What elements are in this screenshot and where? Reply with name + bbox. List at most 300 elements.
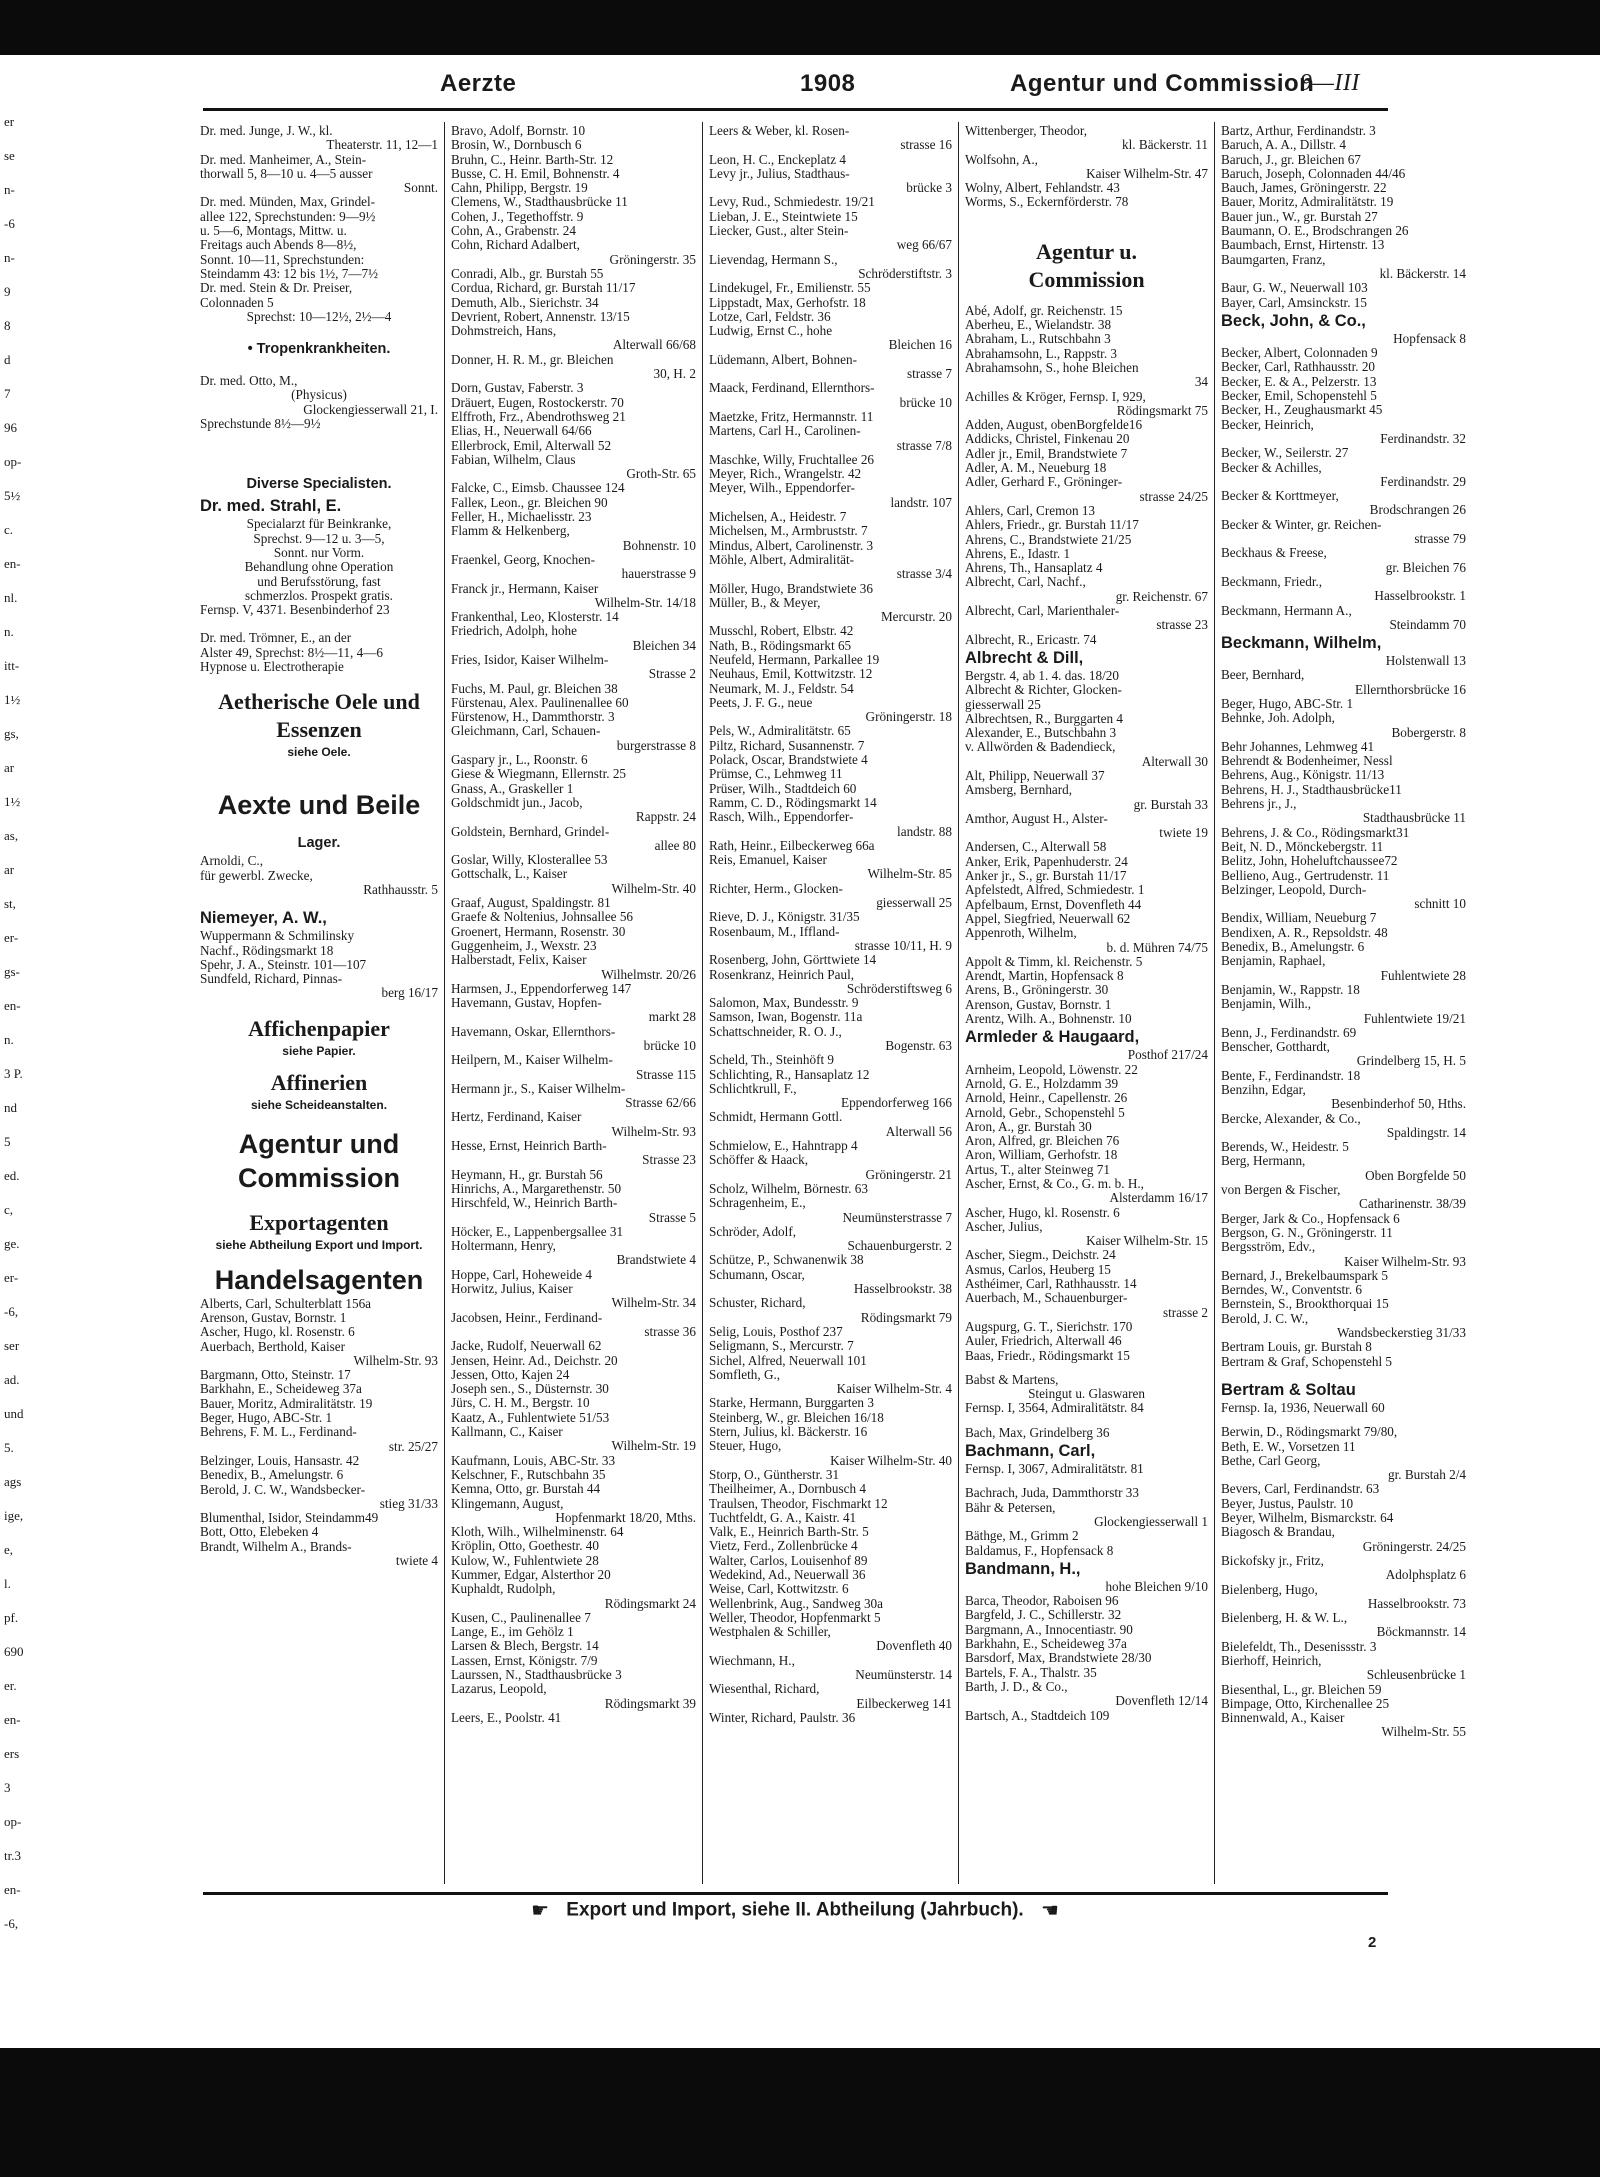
directory-entry: Bellieno, Aug., Gertrudenstr. 11 — [1221, 868, 1390, 883]
spacer — [965, 210, 1208, 224]
directory-entry: Giese & Wiegmann, Ellernstr. 25 — [451, 767, 627, 782]
margin-fragment: er- — [4, 930, 19, 945]
directory-entry: Höcker, E., Lappenbergsallee 31 — [451, 1224, 624, 1239]
margin-fragment: as, — [4, 828, 19, 843]
cross-reference: siehe Abtheilung Export und Import. — [215, 1237, 423, 1252]
entry-continuation: Hopfenmarkt 18/20, Mths. — [555, 1510, 696, 1525]
margin-fragment: und — [4, 1406, 24, 1421]
entry-continuation: Bobergerstr. 8 — [1391, 725, 1466, 740]
directory-entry: Wiechmann, H., — [709, 1653, 795, 1668]
directory-entry: Apfelstedt, Alfred, Schmiedestr. 1 — [965, 883, 1145, 898]
entry-continuation: Eilbeckerweg 141 — [856, 1696, 952, 1711]
directory-entry: Anker, Erik, Papenhuderstr. 24 — [965, 854, 1128, 869]
directory-entry: Bauer, Moritz, Admiralitätstr. 19 — [1221, 195, 1394, 210]
entry-note: Sprechst: 10—12½, 2½—4 — [246, 309, 392, 324]
entry-continuation: Strasse 115 — [636, 1067, 696, 1082]
directory-entry: Bergstr. 4, ab 1. 4. das. 18/20 — [965, 668, 1119, 683]
directory-entry: Gnass, A., Graskeller 1 — [451, 781, 574, 796]
directory-entry: Becker, Albert, Colonnaden 9 — [1221, 346, 1378, 361]
directory-entry: Bendixen, A. R., Repsoldstr. 48 — [1221, 925, 1388, 940]
directory-entry: für gewerbl. Zwecke, — [200, 868, 313, 883]
directory-entry: Goldstein, Bernhard, Grindel- — [451, 824, 610, 839]
directory-entry: Abé, Adolf, gr. Reichenstr. 15 — [965, 303, 1123, 318]
directory-entry: Arnold, Heinr., Capellenstr. 26 — [965, 1091, 1128, 1106]
entry-note: Sonnt. nur Vorm. — [273, 545, 365, 560]
directory-entry: Scheld, Th., Steinhöft 9 — [709, 1053, 835, 1068]
spacer — [200, 897, 438, 907]
directory-entry: Berger, Jark & Co., Hopfensack 6 — [1221, 1211, 1400, 1226]
section-heading: Exportagenten — [249, 1209, 389, 1235]
previous-page-edge — [0, 55, 40, 2048]
directory-entry: Spehr, J. A., Steinstr. 101—107 — [200, 957, 367, 972]
directory-entry: Havemann, Gustav, Hopfen- — [451, 996, 602, 1011]
directory-entry: Adden, August, obenBorgfelde16 — [965, 418, 1143, 433]
directory-entry: Behrens, Aug., Königstr. 11/13 — [1221, 768, 1385, 783]
directory-entry: Walter, Carlos, Louisenhof 89 — [709, 1553, 868, 1568]
directory-entry: Brosin, W., Dornbusch 6 — [451, 138, 582, 153]
margin-fragment: -6 — [4, 216, 15, 231]
entry-continuation: b. d. Mühren 74/75 — [1106, 940, 1208, 955]
margin-fragment: -6, — [4, 1304, 19, 1319]
directory-entry: Kaufmann, Louis, ABC-Str. 33 — [451, 1453, 616, 1468]
spacer — [200, 617, 438, 631]
directory-entry: Arnoldi, C., — [200, 854, 264, 869]
entry-continuation: Wilhelm-Str. 93 — [611, 1124, 696, 1139]
entry-continuation: Rödingsmarkt 79 — [860, 1310, 952, 1325]
directory-entry: Fraenkel, Georg, Knochen- — [451, 552, 596, 567]
entry-continuation: Gröningerstr. 24/25 — [1362, 1539, 1466, 1554]
entry-continuation: Strasse 2 — [648, 667, 696, 682]
directory-entry: Fürstenau, Alex. Paulinenallee 60 — [451, 695, 629, 710]
directory-entry: giesserwall 25 — [965, 697, 1041, 712]
entry-continuation: Alterwall 66/68 — [612, 338, 696, 353]
directory-entry: Lindekugel, Fr., Emilienstr. 55 — [709, 281, 871, 296]
entry-continuation: brücke 10 — [643, 1039, 696, 1053]
directory-entry: Binnenwald, A., Kaiser — [1221, 1711, 1345, 1726]
directory-entry: Behrens, J. & Co., Rödingsmarkt31 — [1221, 825, 1410, 840]
entry-note: Specialarzt für Beinkranke, — [246, 517, 392, 532]
entry-continuation: brücke 10 — [899, 395, 952, 410]
section-heading: Commission — [237, 1162, 401, 1193]
margin-fragment: 8 — [4, 318, 11, 333]
directory-entry: Arenson, Gustav, Bornstr. 1 — [965, 997, 1112, 1012]
directory-entry: Heilpern, M., Kaiser Wilhelm- — [451, 1053, 613, 1068]
directory-entry: Worms, S., Eckernförderstr. 78 — [965, 195, 1129, 210]
directory-entry: Ascher, Ernst, & Co., G. m. b. H., — [965, 1177, 1144, 1191]
entry-continuation: Schröderstiftsweg 6 — [846, 981, 952, 996]
directory-entry: Baruch, Joseph, Colonnaden 44/46 — [1221, 166, 1406, 181]
entry-continuation: Ferdinandstr. 32 — [1380, 431, 1466, 446]
directory-entry: Fernsp. V, 4371. Besenbinderhof 23 — [200, 603, 390, 618]
entry-continuation: strasse 7/8 — [896, 438, 952, 453]
directory-entry: Beyer, Justus, Paulstr. 10 — [1221, 1496, 1354, 1511]
directory-entry: Clemens, W., Stadthausbrücke 11 — [451, 195, 628, 210]
directory-entry: Bargmann, Otto, Steinstr. 17 — [200, 1368, 351, 1383]
directory-entry: Bachrach, Juda, Dammthorstr 33 — [965, 1486, 1139, 1501]
spacer — [1221, 1415, 1466, 1425]
directory-entry: Valk, E., Heinrich Barth-Str. 5 — [709, 1525, 869, 1540]
entry-continuation: str. 25/27 — [388, 1439, 438, 1454]
directory-entry: Colonnaden 5 — [200, 295, 274, 310]
directory-entry: Donner, H. R. M., gr. Bleichen — [451, 352, 614, 367]
directory-entry: Bertram Louis, gr. Burstah 8 — [1221, 1340, 1372, 1355]
section-heading: Essenzen — [276, 717, 362, 743]
directory-entry: Ahlers, Friedr., gr. Burstah 11/17 — [965, 518, 1139, 533]
directory-entry: Auerbach, M., Schauenburger- — [965, 1291, 1128, 1306]
directory-entry: Kaatz, A., Fuhlentwiete 51/53 — [451, 1410, 610, 1425]
entry-continuation: Ellernthorsbrücke 16 — [1355, 682, 1466, 697]
entry-continuation: schnitt 10 — [1414, 897, 1466, 912]
directory-entry: Becker, Heinrich, — [1221, 417, 1314, 432]
entry-continuation: Bohnenstr. 10 — [622, 538, 696, 553]
entry-continuation: Wandsbeckerstieg 31/33 — [1337, 1326, 1466, 1341]
margin-fragment: 7 — [4, 386, 11, 401]
directory-entry: Freitags auch Abends 8—8½, — [200, 238, 357, 253]
directory-entry: Anker jr., S., gr. Burstah 11/17 — [965, 869, 1127, 884]
margin-fragment: 3 P. — [4, 1066, 23, 1081]
margin-fragment: ers — [4, 1746, 20, 1761]
bold-firm-entry: Bertram & Soltau — [1221, 1380, 1356, 1399]
directory-entry: Bielenberg, Hugo, — [1221, 1582, 1318, 1597]
directory-entry: Bach, Max, Grindelberg 36 — [965, 1425, 1110, 1440]
directory-entry: Beckmann, Friedr., — [1221, 574, 1323, 589]
margin-fragment: d — [4, 352, 11, 367]
spacer — [200, 1113, 438, 1127]
directory-entry: Traulsen, Theodor, Fischmarkt 12 — [709, 1496, 888, 1511]
directory-entry: Aron, A., gr. Burstah 30 — [965, 1119, 1092, 1134]
entry-continuation: Bleichen 16 — [888, 338, 952, 353]
directory-entry: Rieve, D. J., Königstr. 31/35 — [709, 910, 860, 925]
entry-continuation: Holstenwall 13 — [1385, 654, 1466, 669]
margin-fragment: c. — [4, 522, 14, 537]
column-2 — [451, 124, 696, 1889]
directory-entry: Schlichtkrull, F., — [709, 1081, 797, 1096]
section-heading: Commission — [1028, 266, 1145, 292]
directory-entry: Halberstadt, Felix, Kaiser — [451, 953, 587, 968]
directory-entry: Abrahamsohn, S., hohe Bleichen — [965, 360, 1139, 375]
directory-entry: Müller, B., & Meyer, — [709, 595, 821, 610]
directory-entry: Weller, Theodor, Hopfenmarkt 5 — [709, 1610, 881, 1625]
section-heading: Handelsagenten — [214, 1264, 424, 1295]
entry-continuation: Glockengiesserwall 1 — [1094, 1514, 1208, 1529]
directory-entry: Liecker, Gust., alter Stein- — [709, 224, 849, 239]
entry-continuation: landstr. 107 — [890, 495, 952, 510]
margin-fragment: en- — [4, 1712, 21, 1727]
margin-fragment: itt- — [4, 658, 20, 673]
directory-entry: Bendix, William, Neueburg 7 — [1221, 911, 1377, 926]
margin-fragment: er- — [4, 1270, 19, 1285]
directory-entry: Michelsen, M., Armbruststr. 7 — [709, 524, 868, 539]
directory-entry: Belzinger, Leopold, Durch- — [1221, 882, 1367, 897]
column-5 — [1221, 124, 1466, 1889]
directory-entry: Arnold, G. E., Holzdamm 39 — [965, 1076, 1119, 1091]
section-heading: Agentur und — [238, 1128, 400, 1159]
directory-entry: Dr. med. Otto, M., — [200, 374, 298, 389]
directory-entry: Wuppermann & Schmilinsky — [200, 929, 355, 944]
directory-entry: Rosenbaum, M., Iffland- — [709, 924, 840, 939]
entry-continuation: strasse 7 — [906, 367, 952, 382]
directory-entry: Meyer, Rich., Wrangelstr. 42 — [709, 467, 862, 482]
entry-note: schmerzlos. Prospekt gratis. — [245, 588, 393, 603]
directory-entry: Alberts, Carl, Schulterblatt 156a — [200, 1296, 372, 1311]
section-heading: Aexte und Beile — [217, 790, 421, 821]
entry-continuation: stieg 31/33 — [379, 1496, 438, 1511]
header-section-left: Aerzte — [440, 70, 517, 97]
directory-entry: Dr. med. Münden, Max, Grindel- — [200, 195, 376, 210]
bold-firm-entry: Beckmann, Wilhelm, — [1221, 634, 1382, 653]
entry-continuation: Wilhelm-Str. 93 — [353, 1353, 438, 1368]
directory-entry: Gaspary jr., L., Roonstr. 6 — [451, 753, 588, 768]
directory-entry: Augspurg, G. T., Sierichstr. 170 — [965, 1319, 1133, 1334]
directory-entry: Belitz, John, Hoheluftchaussee72 — [1221, 854, 1398, 869]
directory-entry: Starke, Hermann, Burggarten 3 — [709, 1396, 874, 1411]
margin-fragment: n. — [4, 1032, 14, 1047]
bold-firm-entry: Niemeyer, A. W., — [200, 909, 327, 928]
entry-continuation: Neumünsterstrasse 7 — [842, 1210, 952, 1225]
margin-fragment: ar — [4, 862, 15, 877]
directory-entry: Sprechstunde 8½—9½ — [200, 417, 321, 432]
directory-entry: Reis, Emanuel, Kaiser — [709, 853, 827, 868]
directory-entry: Leon, H. C., Enckeplatz 4 — [709, 152, 846, 167]
entry-continuation: Stadthausbrücke 11 — [1362, 811, 1466, 826]
directory-entry: Vietz, Ferd., Zollenbrücke 4 — [709, 1539, 858, 1554]
directory-entry: Albrecht, Carl, Marienthaler- — [965, 604, 1120, 619]
directory-entry: Storp, O., Güntherstr. 31 — [709, 1467, 840, 1482]
entry-continuation: Catharinenstr. 38/39 — [1359, 1197, 1466, 1212]
entry-continuation: Fuhlentwiete 19/21 — [1363, 1011, 1466, 1026]
margin-fragment: n. — [4, 624, 14, 639]
directory-entry: Bercke, Alexander, & Co., — [1221, 1111, 1361, 1126]
entry-continuation: Alsterdamm 16/17 — [1109, 1191, 1208, 1206]
directory-entry: Auerbach, Berthold, Kaiser — [200, 1339, 346, 1354]
spacer — [200, 1001, 438, 1015]
directory-entry: Somfleth, G., — [709, 1367, 781, 1382]
directory-entry: Behrens jr., J., — [1221, 797, 1297, 812]
directory-entry: Michelsen, A., Heidestr. 7 — [709, 510, 847, 525]
entry-continuation: Schröderstiftstr. 3 — [858, 266, 952, 281]
bold-firm-entry: Dr. med. Strahl, E. — [200, 497, 342, 516]
entry-note: Steingut u. Glaswaren — [1028, 1387, 1145, 1402]
directory-entry: Arenson, Gustav, Bornstr. 1 — [200, 1310, 347, 1325]
directory-entry: Beit, N. D., Mönckebergstr. 11 — [1221, 839, 1384, 854]
margin-fragment: ser — [4, 1338, 20, 1353]
directory-entry: Behrens, H. J., Stadthausbrücke11 — [1221, 782, 1402, 797]
directory-entry: v. Allwörden & Badendieck, — [965, 740, 1116, 755]
directory-entry: Pels, W., Admiralitätstr. 65 — [709, 724, 851, 739]
entry-continuation: Bogenstr. 63 — [885, 1039, 952, 1053]
directory-entry: Cohn, A., Grabenstr. 24 — [451, 224, 576, 239]
directory-entry: Rosenkranz, Heinrich Paul, — [709, 967, 855, 982]
directory-entry: Arnheim, Leopold, Löwenstr. 22 — [965, 1062, 1138, 1077]
directory-entry: Blumenthal, Isidor, Steindamm49 — [200, 1511, 379, 1526]
directory-entry: Biagosch & Brandau, — [1221, 1525, 1335, 1540]
directory-entry: Auler, Friedrich, Alterwall 46 — [965, 1334, 1122, 1349]
page-footer — [200, 1898, 1390, 1928]
directory-entry: Behrendt & Bodenheimer, Nessl — [1221, 754, 1393, 769]
margin-fragment: en- — [4, 556, 21, 571]
pointing-hand-right-icon: ☛ — [531, 1900, 549, 1922]
margin-fragment: 1½ — [4, 692, 21, 707]
directory-entry: Richter, Herm., Glocken- — [709, 881, 843, 896]
directory-entry: Belzinger, Louis, Hansastr. 42 — [200, 1453, 360, 1468]
directory-entry: Dr. med. Trömner, E., an der — [200, 631, 352, 646]
directory-entry: Lievendag, Hermann S., — [709, 252, 838, 267]
entry-continuation: 34 — [1194, 375, 1208, 390]
entry-continuation: Oben Borgfelde 50 — [1365, 1168, 1466, 1183]
directory-entry: Neufeld, Hermann, Parkallee 19 — [709, 652, 880, 667]
directory-entry: Asmus, Carlos, Heuberg 15 — [965, 1262, 1111, 1277]
entry-continuation: Fuhlentwiete 28 — [1380, 968, 1466, 983]
directory-entry: Bartsch, A., Stadtdeich 109 — [965, 1708, 1110, 1723]
directory-entry: Benn, J., Ferdinandstr. 69 — [1221, 1025, 1357, 1040]
directory-entry: Rasch, Wilh., Eppendorfer- — [709, 810, 854, 825]
directory-entry: Arentz, Wilh. A., Bohnenstr. 10 — [965, 1012, 1132, 1027]
directory-entry: thorwall 5, 8—10 u. 4—5 ausser — [200, 166, 373, 181]
directory-entry: Asthéimer, Carl, Rathhausstr. 14 — [965, 1277, 1137, 1292]
entry-continuation: Wilhelmstr. 20/26 — [601, 967, 696, 982]
directory-entry: Steinberg, W., gr. Bleichen 16/18 — [709, 1410, 884, 1425]
header-page-number: 9—III — [1300, 70, 1360, 96]
directory-entry: Arnold, Gebr., Schopenstehl 5 — [965, 1105, 1125, 1120]
entry-continuation: Hasselbrookstr. 38 — [853, 1282, 952, 1297]
page-header — [200, 64, 1390, 104]
directory-entry: Prümse, C., Lehmweg 11 — [709, 767, 843, 782]
directory-entry: Steindamm 43: 12 bis 1½, 7—7½ — [200, 266, 379, 281]
directory-entry: Klingemann, August, — [451, 1496, 564, 1511]
directory-entry: Fernsp. I, 3564, Admiralitätstr. 84 — [965, 1401, 1144, 1416]
entry-continuation: strasse 23 — [1156, 618, 1208, 633]
directory-entry: Havemann, Oskar, Ellernthors- — [451, 1024, 616, 1039]
directory-entry: Benzihn, Edgar, — [1221, 1083, 1306, 1097]
entry-continuation: Wilhelm-Str. 40 — [611, 881, 696, 896]
directory-entry: Bravo, Adolf, Bornstr. 10 — [451, 124, 586, 138]
directory-entry: Achilles & Kröger, Fernsp. I, 929, — [965, 389, 1146, 404]
directory-entry: Maack, Ferdinand, Ellernthors- — [709, 381, 875, 396]
directory-entry: Elffroth, Frz., Abendrothsweg 21 — [451, 409, 626, 424]
directory-entry: Bielefeldt, Th., Desenissstr. 3 — [1221, 1639, 1377, 1654]
directory-entry: Feller, H., Michaelisstr. 23 — [451, 510, 592, 525]
spacer — [1221, 1369, 1466, 1379]
directory-entry: Barkhahn, E., Scheideweg 37a — [965, 1637, 1127, 1652]
directory-entry: Fürstenow, H., Dammthorstr. 3 — [451, 710, 615, 725]
directory-entry: Fabian, Wilhelm, Claus — [451, 452, 576, 467]
directory-entry: Fernsp. I, 3067, Admiralitätstr. 81 — [965, 1462, 1144, 1477]
directory-entry: Möller, Hugo, Brandstwiete 36 — [709, 581, 873, 596]
entry-continuation: Groth-Str. 65 — [626, 467, 696, 482]
directory-entry: Winter, Richard, Paulstr. 36 — [709, 1710, 856, 1725]
spacer — [200, 774, 438, 788]
directory-entry: Benedix, B., Amelungstr. 6 — [1221, 940, 1365, 955]
spacer — [200, 1059, 438, 1069]
scan-bottom-border — [0, 2048, 1600, 2177]
directory-entry: Nath, B., Rödingsmarkt 65 — [709, 638, 852, 653]
directory-entry: Benjamin, W., Rappstr. 18 — [1221, 982, 1360, 997]
directory-entry: Schumann, Oscar, — [709, 1267, 805, 1282]
directory-entry: Barth, J. D., & Co., — [965, 1679, 1068, 1694]
directory-entry: Salomon, Max, Bundesstr. 9 — [709, 996, 859, 1011]
directory-entry: Jürs, C. H. M., Bergstr. 10 — [451, 1396, 590, 1411]
directory-entry: Beckmann, Hermann A., — [1221, 603, 1352, 618]
margin-fragment: n- — [4, 250, 15, 265]
spacer — [200, 1195, 438, 1209]
directory-entry: Kemna, Otto, gr. Burstah 44 — [451, 1482, 601, 1497]
directory-entry: Polack, Oscar, Brandstwiete 4 — [709, 753, 868, 768]
directory-entry: Beth, E. W., Vorsetzen 11 — [1221, 1439, 1356, 1454]
entry-continuation: berg 16/17 — [381, 986, 438, 1001]
directory-entry: Heymann, H., gr. Burstah 56 — [451, 1167, 603, 1182]
directory-entry: Jessen, Otto, Kajen 24 — [451, 1367, 570, 1382]
directory-entry: Stern, Julius, kl. Bäckerstr. 16 — [709, 1425, 868, 1440]
directory-entry: Babst & Martens, — [965, 1372, 1059, 1387]
directory-entry: Kelschner, F., Rutschbahn 35 — [451, 1467, 606, 1482]
directory-entry: Ahrens, C., Brandstwiete 21/25 — [965, 532, 1132, 547]
directory-entry: Albrecht & Richter, Glocken- — [965, 683, 1122, 698]
entry-continuation: Hopfensack 8 — [1393, 331, 1466, 346]
directory-entry: Hinrichs, A., Margarethenstr. 50 — [451, 1181, 622, 1196]
directory-entry: von Bergen & Fischer, — [1221, 1183, 1341, 1198]
spacer — [200, 360, 438, 374]
entry-continuation: Wilhelm-Str. 85 — [867, 867, 952, 882]
directory-entry: Meyer, Wilh., Eppendorfer- — [709, 481, 856, 496]
column-divider — [958, 122, 959, 1884]
margin-fragment: 5 — [4, 1134, 11, 1149]
directory-entry: Bielenberg, H. & W. L., — [1221, 1611, 1348, 1626]
margin-fragment: ad. — [4, 1372, 20, 1387]
cross-reference: siehe Oele. — [287, 745, 351, 760]
entry-continuation: Böckmannstr. 14 — [1376, 1625, 1466, 1640]
entry-continuation: twiete 19 — [1159, 826, 1208, 841]
margin-fragment: en- — [4, 998, 21, 1013]
margin-fragment: pf. — [4, 1610, 19, 1625]
directory-entry: Baur, G. W., Neuerwall 103 — [1221, 281, 1368, 296]
entry-continuation: Gröningerstr. 35 — [609, 252, 696, 267]
entry-continuation: Rathhausstr. 5 — [363, 882, 438, 897]
directory-entry: Schmielow, E., Hahntrapp 4 — [709, 1139, 858, 1154]
directory-entry: Berends, W., Heidestr. 5 — [1221, 1140, 1349, 1155]
spacer — [200, 324, 438, 338]
section-heading: Aetherische Oele und — [218, 689, 420, 715]
entry-continuation: Brandstwiete 4 — [616, 1253, 696, 1268]
entry-continuation: Rödingsmarkt 39 — [604, 1696, 696, 1711]
directory-entry: Beger, Hugo, ABC-Str. 1 — [200, 1411, 333, 1426]
margin-fragment: ar — [4, 760, 15, 775]
entry-continuation: Rödingsmarkt 24 — [604, 1596, 696, 1611]
directory-entry: Ludwig, Ernst C., hohe — [709, 324, 833, 339]
entry-continuation: Eppendorferweg 166 — [841, 1096, 952, 1111]
directory-entry: Hermann jr., S., Kaiser Wilhelm- — [451, 1081, 626, 1096]
directory-entry: Graaf, August, Spaldingstr. 81 — [451, 896, 611, 911]
directory-entry: Cahn, Philipp, Bergstr. 19 — [451, 181, 588, 196]
entry-continuation: 30, H. 2 — [653, 367, 696, 382]
margin-fragment: 5½ — [4, 488, 21, 503]
entry-continuation: weg 66/67 — [896, 238, 952, 253]
cross-reference: siehe Scheideanstalten. — [250, 1097, 388, 1112]
entry-continuation: kl. Bäckerstr. 14 — [1379, 266, 1466, 281]
entry-continuation: Sonnt. — [403, 181, 438, 196]
directory-entry: Amsberg, Bernhard, — [965, 783, 1073, 798]
directory-entry: Guggenheim, J., Wexstr. 23 — [451, 938, 597, 953]
margin-fragment: n- — [4, 182, 15, 197]
directory-entry: Bartz, Arthur, Ferdinandstr. 3 — [1221, 124, 1376, 138]
directory-entry: Dr. med. Stein & Dr. Preiser, — [200, 281, 353, 296]
directory-entry: Rath, Heinr., Eilbeckerweg 66a — [709, 838, 875, 853]
directory-entry: Dorn, Gustav, Faberstr. 3 — [451, 381, 584, 396]
directory-entry: Möhle, Albert, Admiralität- — [709, 552, 855, 567]
directory-entry: Kröplin, Otto, Goethestr. 40 — [451, 1539, 599, 1554]
margin-fragment: gs, — [4, 726, 19, 741]
directory-entry: Baumann, O. E., Brodschrangen 26 — [1221, 224, 1409, 239]
margin-fragment: ge. — [4, 1236, 20, 1251]
